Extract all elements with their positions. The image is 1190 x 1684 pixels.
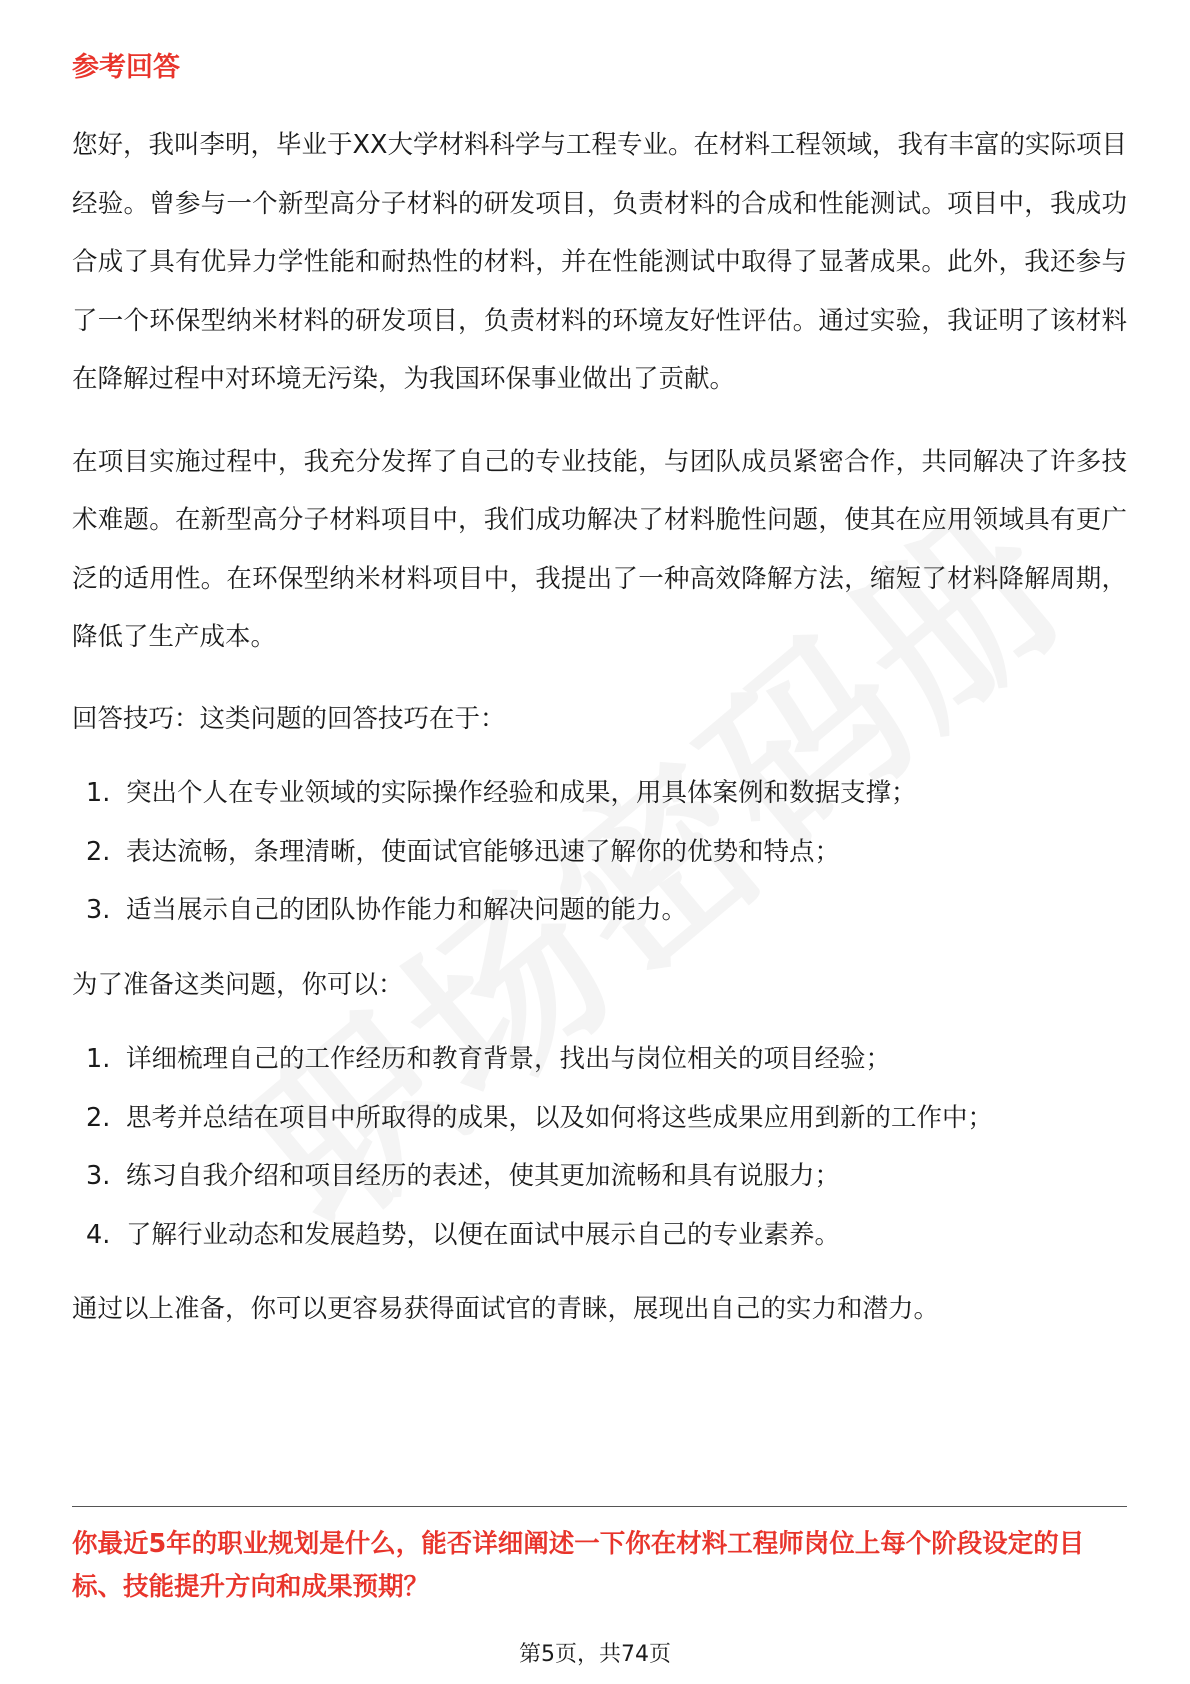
list-item-number: 2. [86, 836, 111, 867]
list-item-text: 了解行业动态和发展趋势，以便在面试中展示自己的专业素养。 [126, 1219, 841, 1250]
intro-paragraph: 您好，我叫李明，毕业于XX大学材料科学与工程专业。在材料工程领域，我有丰富的实际项目经验。曾参与一个新型高分子材料的研发项目，负责材料的合成和性能测试。项目中，我成功合成了具有优异力学性能和耐热性的材料，并在性能测试中取得了显著成果。此外，我还参与了一个环保型纳米材料的研发项目，负责材料的环境友好性评估。通过实验，我证明了该材料在降解过程中对环境无污染，为我国环保事业做出了贡献。 [72, 130, 1127, 394]
section-title: 参考回答 [72, 52, 180, 83]
list-item [72, 1147, 1127, 1206]
prepare-intro: 为了准备这类问题，你可以： [72, 969, 404, 1000]
list-item [72, 764, 1127, 823]
page-number: 第5页，共74页 [519, 1642, 671, 1667]
list-item [72, 1206, 1127, 1265]
list-item-text: 思考并总结在项目中所取得的成果，以及如何将这些成果应用到新的工作中； [126, 1102, 994, 1133]
list-item-text: 练习自我介绍和项目经历的表述，使其更加流畅和具有说服力； [126, 1161, 841, 1191]
list-item-number: 3. [86, 895, 111, 925]
answer-section [72, 48, 1127, 1339]
section-divider [72, 1506, 1127, 1507]
list-item-text: 突出个人在专业领域的实际操作经验和成果，用具体案例和数据支撑； [126, 778, 917, 808]
list-item-text: 详细梳理自己的工作经历和教育背景，找出与岗位相关的项目经验； [126, 1044, 892, 1074]
list-item [72, 1089, 1127, 1148]
list-item-number: 2. [86, 1102, 111, 1133]
tips-intro: 回答技巧：这类问题的回答技巧在于： [72, 703, 506, 734]
list-item-text: 表达流畅，条理清晰，使面试官能够迅速了解你的优势和特点； [126, 836, 841, 867]
list-item-text: 适当展示自己的团队协作能力和解决问题的能力。 [126, 895, 688, 925]
prepare-list [72, 1030, 1127, 1264]
tips-list [72, 764, 1127, 940]
list-item [72, 823, 1127, 882]
list-item [72, 1030, 1127, 1089]
list-item-number: 3. [86, 1161, 111, 1191]
list-item-number: 4. [86, 1219, 111, 1250]
list-item-number: 1. [86, 778, 111, 808]
list-item [72, 881, 1127, 940]
implementation-paragraph: 在项目实施过程中，我充分发挥了自己的专业技能，与团队成员紧密合作，共同解决了许多技术难题。在新型高分子材料项目中，我们成功解决了材料脆性问题，使其在应用领域具有更广泛的适用性。在环保型纳米材料项目中，我提出了一种高效降解方法，缩短了材料降解周期，降低了生产成本。 [72, 446, 1127, 652]
next-question: 你最近5年的职业规划是什么，能否详细阐述一下你在材料工程师岗位上每个阶段设定的目标、技能提升方向和成果预期？ [72, 1529, 1085, 1602]
conclusion-paragraph: 通过以上准备，你可以更容易获得面试官的青睐，展现出自己的实力和潜力。 [72, 1294, 940, 1324]
list-item-number: 1. [86, 1044, 111, 1074]
